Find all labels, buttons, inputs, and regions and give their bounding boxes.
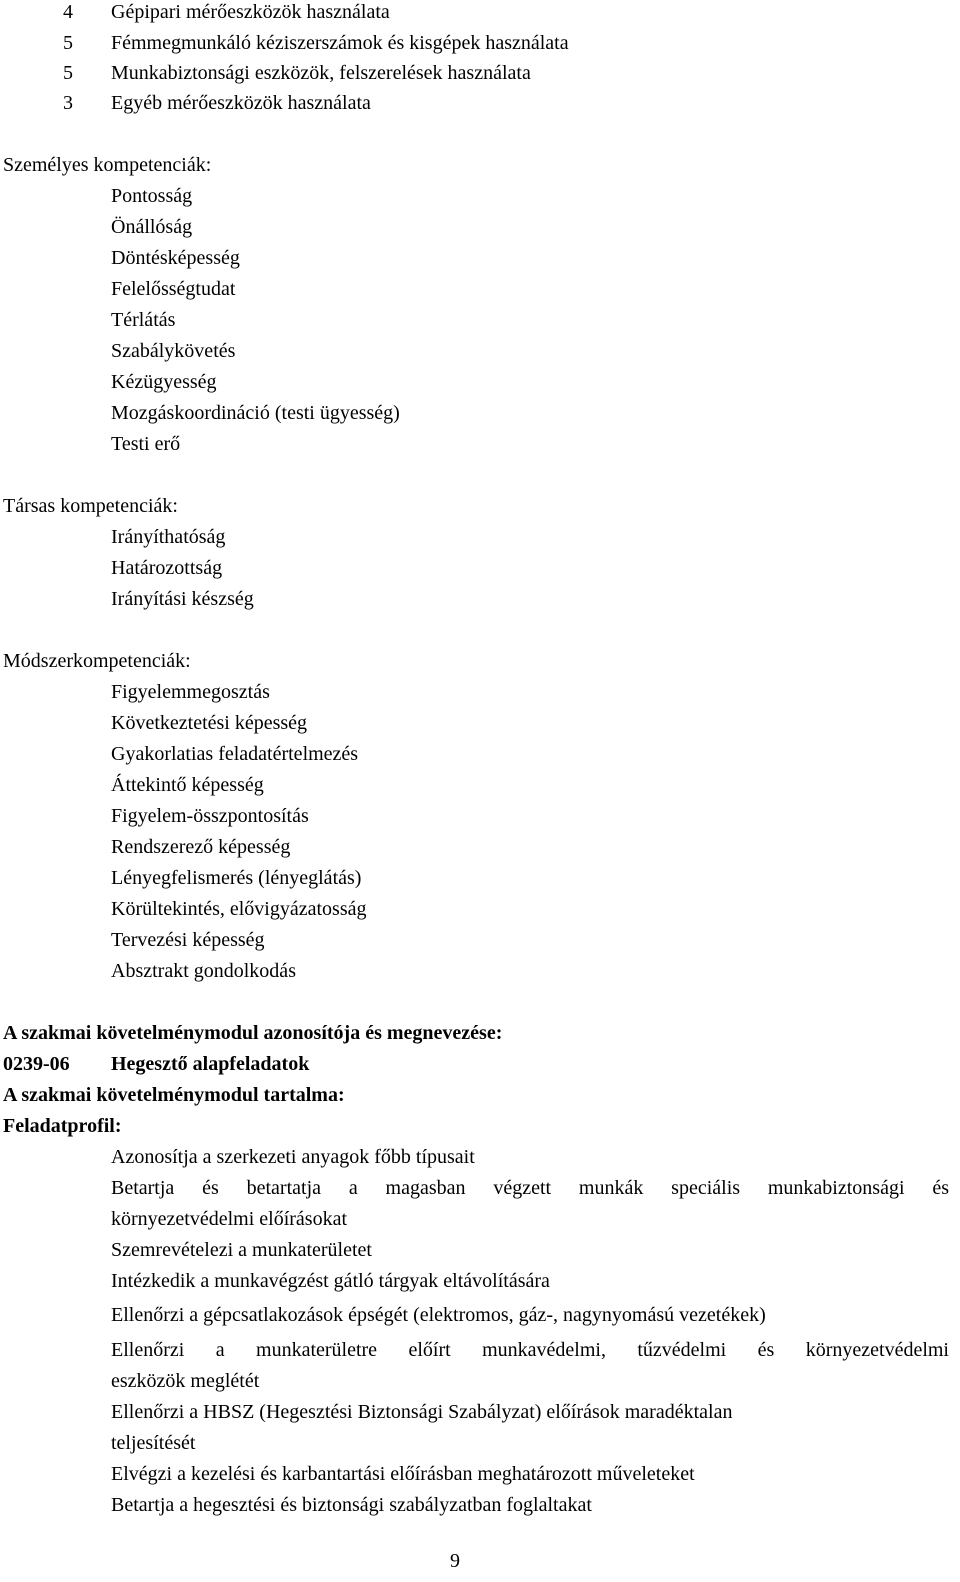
item-number: 4 (63, 1, 73, 23)
profile-heading: Feladatprofil: (3, 1115, 122, 1137)
list-item: Irányítási készség (111, 588, 254, 610)
module-content-heading: A szakmai követelménymodul tartalma: (3, 1084, 345, 1106)
task-item-continuation: környezetvédelmi előírásokat (111, 1208, 348, 1230)
method-heading: Módszerkompetenciák: (3, 650, 191, 672)
task-item-continuation: teljesítését (111, 1432, 196, 1454)
list-item: Gyakorlatias feladatértelmezés (111, 743, 359, 765)
list-item: Absztrakt gondolkodás (111, 960, 296, 982)
list-item: Figyelem-összpontosítás (111, 805, 309, 827)
item-number: 5 (63, 62, 73, 84)
list-item: Következtetési képesség (111, 712, 308, 734)
list-item: Körültekintés, elővigyázatosság (111, 898, 367, 920)
task-item-line-justified: Betartja és betartatja a magasban végzett munkák speciális munkabiztonsági és (111, 1177, 949, 1199)
item-number: 5 (63, 32, 73, 54)
list-item: Áttekintő képesség (111, 774, 264, 796)
item-text: Fémmegmunkáló kéziszerszámok és kisgépek használata (111, 32, 569, 54)
list-item: Határozottság (111, 557, 223, 579)
item-text: Gépipari mérőeszközök használata (111, 1, 390, 23)
module-code-line (3, 1052, 310, 1076)
task-item-line-justified: Ellenőrzi a munkaterületre előírt munkavédelmi, tűzvédelmi és környezetvédelmi (111, 1339, 949, 1361)
list-item: Térlátás (111, 309, 176, 331)
list-item: Figyelemmegosztás (111, 681, 270, 703)
list-item: Lényegfelismerés (lényeglátás) (111, 867, 362, 889)
module-id-heading: A szakmai követelménymodul azonosítója és megnevezése: (3, 1022, 503, 1044)
list-item: Pontosság (111, 185, 193, 207)
list-item: Testi erő (111, 433, 181, 455)
social-heading: Társas kompetenciák: (3, 495, 178, 517)
task-item: Ellenőrzi a gépcsatlakozások épségét (elektromos, gáz-, nagynyomású vezetékek) (111, 1304, 766, 1326)
module-code: 0239-06 (3, 1053, 70, 1075)
list-item: Döntésképesség (111, 247, 240, 269)
page-number: 9 (450, 1550, 460, 1572)
list-item: Rendszerező képesség (111, 836, 291, 858)
list-item: Felelősségtudat (111, 278, 236, 300)
task-item: Intézkedik a munkavégzést gátló tárgyak eltávolítására (111, 1270, 550, 1292)
item-text: Egyéb mérőeszközök használata (111, 92, 371, 114)
list-item: Kézügyesség (111, 371, 217, 393)
list-item: Mozgáskoordináció (testi ügyesség) (111, 402, 400, 424)
task-item: Ellenőrzi a HBSZ (Hegesztési Biztonsági Szabályzat) előírások maradéktalan (111, 1401, 733, 1423)
item-number: 3 (63, 92, 73, 114)
list-item: Önállóság (111, 216, 193, 238)
task-item: Elvégzi a kezelési és karbantartási előírásban meghatározott műveleteket (111, 1463, 695, 1485)
module-name: Hegesztő alapfeladatok (111, 1053, 310, 1075)
item-text: Munkabiztonsági eszközök, felszerelések használata (111, 62, 531, 84)
list-item: Tervezési képesség (111, 929, 265, 951)
task-item-continuation: eszközök meglétét (111, 1370, 260, 1392)
list-item: Irányíthatóság (111, 526, 226, 548)
personal-heading: Személyes kompetenciák: (3, 154, 212, 176)
task-item: Betartja a hegesztési és biztonsági szabályzatban foglaltakat (111, 1494, 592, 1516)
task-item: Azonosítja a szerkezeti anyagok főbb típusait (111, 1146, 475, 1168)
task-item: Szemrevételezi a munkaterületet (111, 1239, 372, 1261)
list-item: Szabálykövetés (111, 340, 236, 362)
